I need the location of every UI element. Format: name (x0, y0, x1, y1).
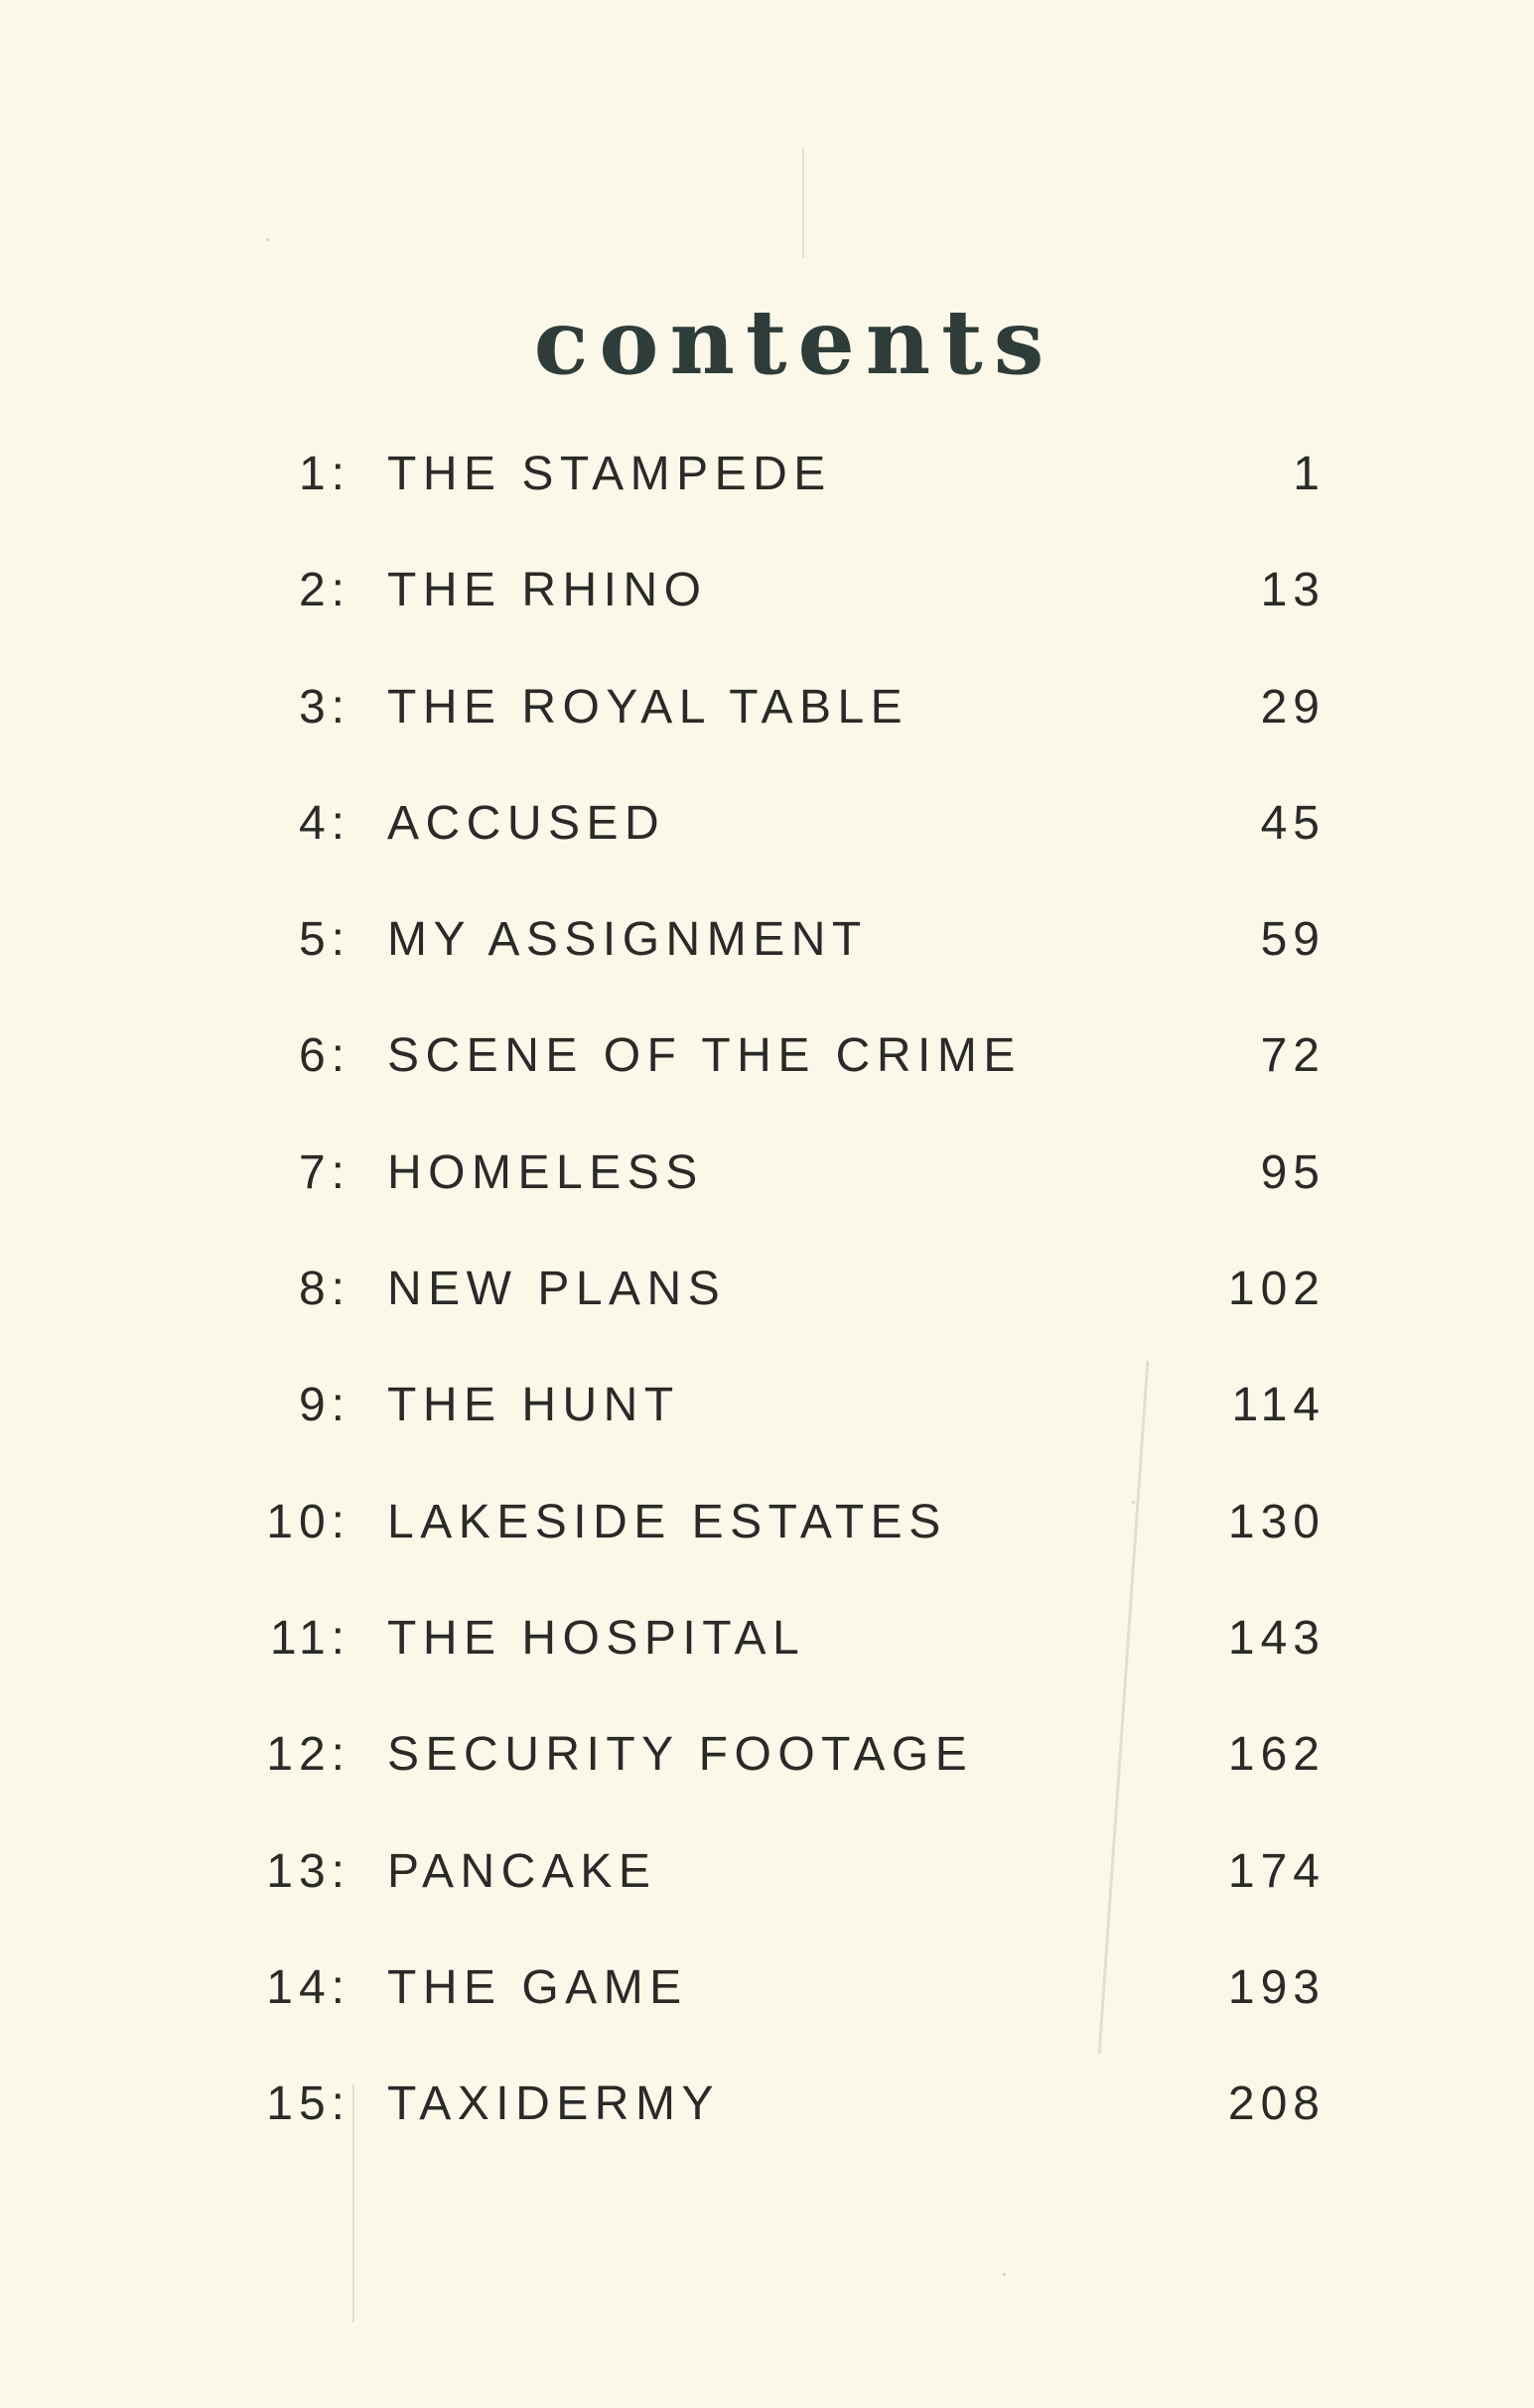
chapter-page: 29 (1260, 680, 1325, 734)
paper-speck (266, 238, 269, 241)
chapter-title: THE HOSPITAL (387, 1611, 806, 1665)
chapter-page: 174 (1227, 1844, 1325, 1898)
toc-entry (0, 2076, 1534, 2193)
chapter-page: 143 (1227, 1611, 1325, 1665)
chapter-number: 15: (266, 2077, 350, 2131)
chapter-page: 45 (1260, 796, 1325, 850)
toc-entry (0, 1495, 1534, 1611)
chapter-title: THE HUNT (387, 1379, 680, 1432)
toc-entry (0, 1145, 1534, 1262)
chapter-number: 3: (298, 680, 350, 734)
chapter-page: 193 (1227, 1960, 1325, 2014)
toc-entry (0, 1262, 1534, 1378)
chapter-title: THE ROYAL TABLE (387, 680, 909, 734)
chapter-page: 95 (1260, 1145, 1325, 1199)
chapter-title: LAKESIDE ESTATES (387, 1495, 947, 1548)
chapter-number: 4: (298, 796, 350, 850)
toc-entry (0, 912, 1534, 1028)
toc-entry (0, 796, 1534, 912)
chapter-title: TAXIDERMY (387, 2077, 720, 2131)
chapter-page: 102 (1227, 1263, 1325, 1316)
chapter-page: 1 (1293, 448, 1325, 500)
chapter-number: 8: (298, 1263, 350, 1316)
chapter-page: 162 (1227, 1728, 1325, 1782)
page-title: contents (533, 290, 1055, 395)
chapter-title: NEW PLANS (387, 1263, 727, 1316)
chapter-number: 2: (298, 564, 350, 617)
paper-fold-mark (802, 149, 804, 258)
chapter-number: 5: (298, 913, 350, 967)
chapter-title: ACCUSED (387, 796, 666, 850)
table-of-contents (0, 447, 1534, 2193)
chapter-number: 10: (266, 1495, 350, 1548)
chapter-title: THE GAME (387, 1960, 688, 2014)
chapter-page: 72 (1260, 1029, 1325, 1083)
chapter-page: 208 (1227, 2077, 1325, 2131)
toc-entry (0, 1378, 1534, 1494)
chapter-title: MY ASSIGNMENT (387, 913, 868, 967)
toc-entry (0, 680, 1534, 796)
chapter-page: 59 (1260, 913, 1325, 967)
chapter-title: PANCAKE (387, 1844, 657, 1898)
toc-entry (0, 1727, 1534, 1843)
chapter-number: 9: (298, 1379, 350, 1432)
paper-speck (1003, 2273, 1006, 2276)
chapter-number: 13: (266, 1844, 350, 1898)
chapter-number: 14: (266, 1960, 350, 2014)
chapter-title: SECURITY FOOTAGE (387, 1728, 974, 1782)
chapter-page: 13 (1260, 564, 1325, 617)
chapter-title: HOMELESS (387, 1145, 704, 1199)
chapter-number: 7: (298, 1145, 350, 1199)
chapter-page: 114 (1231, 1379, 1325, 1432)
toc-entry (0, 1028, 1534, 1144)
toc-entry (0, 563, 1534, 679)
toc-entry (0, 1960, 1534, 2076)
chapter-page: 130 (1227, 1495, 1325, 1548)
chapter-title: SCENE OF THE CRIME (387, 1029, 1022, 1083)
chapter-number: 11: (269, 1611, 350, 1665)
chapter-number: 1: (298, 448, 350, 500)
chapter-number: 12: (266, 1728, 350, 1782)
toc-entry (0, 1611, 1534, 1727)
chapter-number: 6: (298, 1029, 350, 1083)
toc-entry (0, 447, 1534, 563)
chapter-title: THE RHINO (387, 564, 708, 617)
chapter-title: THE STAMPEDE (387, 448, 832, 500)
toc-entry (0, 1844, 1534, 1960)
